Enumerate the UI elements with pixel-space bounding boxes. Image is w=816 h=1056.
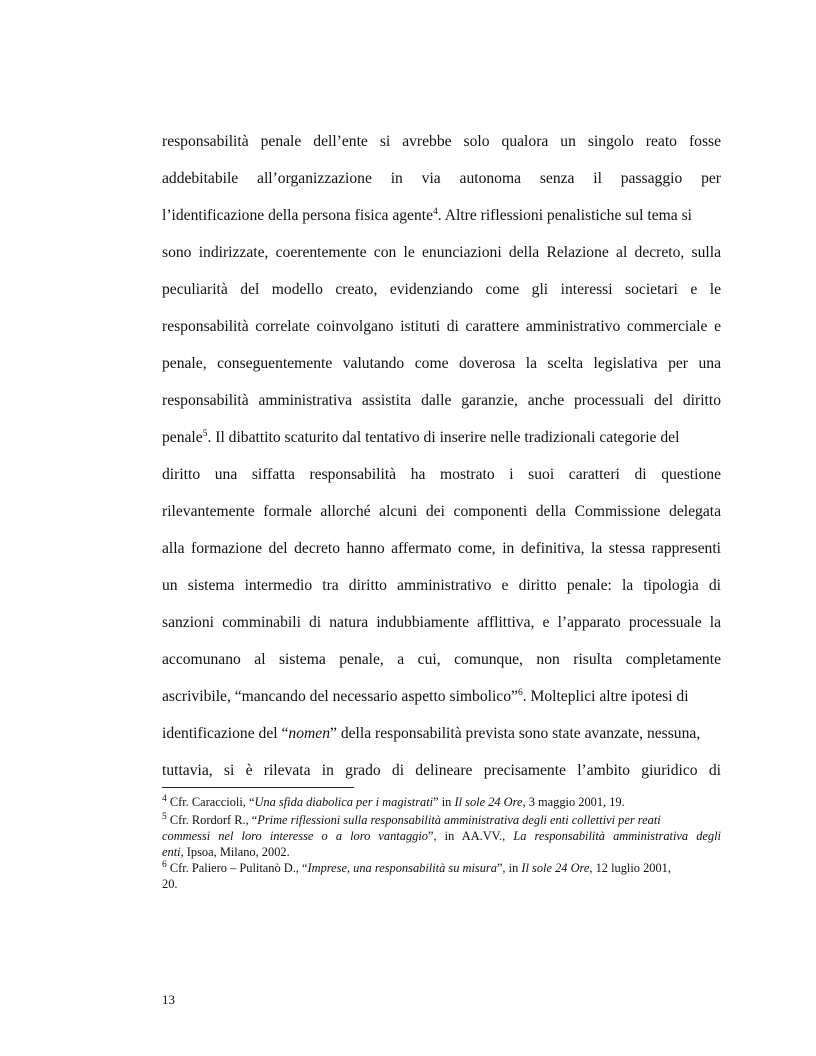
footnote-source: enti [162, 845, 181, 859]
italic-term: nomen [288, 725, 330, 742]
footnote-text: Cfr. Caraccioli, “ [166, 795, 255, 809]
body-line: sono indirizzate, coerentemente con le enunciazioni della Relazione al decreto, sulla [162, 244, 721, 261]
body-line [162, 428, 721, 448]
text-span: . Altre riflessioni penalistiche sul tema si [437, 207, 692, 224]
footnote-5-cont [162, 829, 721, 844]
body-line: responsabilità amministrativa assistita dalle garanzie, anche processuali del diritto [162, 392, 721, 409]
body-line: tuttavia, si è rilevata in grado di delineare precisamente l’ambito giuridico di [162, 762, 721, 779]
footnote-text: ”, in AA.VV., [427, 829, 514, 843]
body-line: responsabilità penale dell’ente si avrebbe solo qualora un singolo reato fosse [162, 133, 721, 150]
footnote-4 [162, 795, 721, 810]
footnote-mark: 4 [162, 794, 167, 804]
body-line: rilevantemente formale allorché alcuni dei componenti della Commissione delegata [162, 503, 721, 520]
text-span: . Molteplici altre ipotesi di [522, 688, 689, 705]
text-span: ascrivibile, “mancando del necessario aspetto simbolico” [162, 688, 518, 705]
text-span: penale [162, 429, 203, 446]
body-line: accomunano al sistema penale, a cui, comunque, non risulta completamente [162, 651, 721, 668]
footnote-source: Il sole 24 Ore [521, 861, 590, 875]
footnote-title: Imprese, una responsabilità su misura [307, 861, 497, 875]
body-line: responsabilità correlate coinvolgano istituti di carattere amministrativo commerciale e [162, 318, 721, 335]
footnote-text: ” in [433, 795, 455, 809]
footnote-title: commessi nel loro interesse o a loro vantaggio [162, 829, 428, 843]
footnote-title: Una sfida diabolica per i magistrati [254, 795, 434, 809]
text-span: . Il dibattito scaturito dal tentativo di inserire nelle tradizionali categorie del [207, 429, 680, 446]
body-line [162, 687, 721, 707]
body-line: penale, conseguentemente valutando come doverosa la scelta legislativa per una [162, 355, 721, 372]
body-line [162, 724, 721, 744]
body-line: peculiarità del modello creato, evidenziando come gli interessi societari e le [162, 281, 721, 298]
text-span: l’identificazione della persona fisica agente [162, 207, 434, 224]
footnote-6-cont: 20. [162, 877, 178, 891]
footnote-text: , 3 maggio 2001, 19. [522, 795, 625, 809]
text-span: identificazione del “ [162, 725, 289, 742]
body-line: diritto una siffatta responsabilità ha mostrato i suoi caratteri di questione [162, 466, 721, 483]
footnote-ref[interactable]: 4 [433, 207, 438, 217]
footnote-5-cont [162, 845, 721, 860]
body-line [162, 206, 721, 226]
footnote-ref[interactable]: 5 [202, 429, 208, 439]
footnote-separator [162, 787, 354, 788]
footnote-mark: 6 [162, 860, 167, 870]
footnote-ref[interactable]: 6 [517, 688, 523, 698]
footnote-text: Cfr. Paliero – Pulitanò D., “ [166, 861, 308, 875]
body-line: un sistema intermedio tra diritto amministrativo e diritto penale: la tipologia di [162, 577, 721, 594]
footnote-text: , 12 luglio 2001, [589, 861, 671, 875]
page-number: 13 [162, 992, 175, 1007]
footnote-6 [162, 861, 721, 876]
footnote-5 [162, 813, 721, 828]
body-line: sanzioni comminabili di natura indubbiamente afflittiva, e l’apparato processuale la [162, 614, 721, 631]
footnote-source: Il sole 24 Ore [454, 795, 523, 809]
text-span: ” della responsabilità prevista sono state avanzate, nessuna, [330, 725, 701, 742]
footnote-source: La responsabilità amministrativa degli [513, 829, 722, 843]
footnote-text: Cfr. Rordorf R., “ [166, 813, 258, 827]
body-line: addebitabile all’organizzazione in via autonoma senza il passaggio per [162, 170, 721, 187]
footnote-text: ”, in [496, 861, 522, 875]
footnote-mark: 5 [162, 812, 167, 822]
body-line: alla formazione del decreto hanno affermato come, in definitiva, la stessa rappresenti [162, 540, 721, 557]
footnote-title: Prime riflessioni sulla responsabilità amministrativa degli enti collettivi per reati [257, 813, 661, 827]
footnote-text: , Ipsoa, Milano, 2002. [180, 845, 290, 859]
